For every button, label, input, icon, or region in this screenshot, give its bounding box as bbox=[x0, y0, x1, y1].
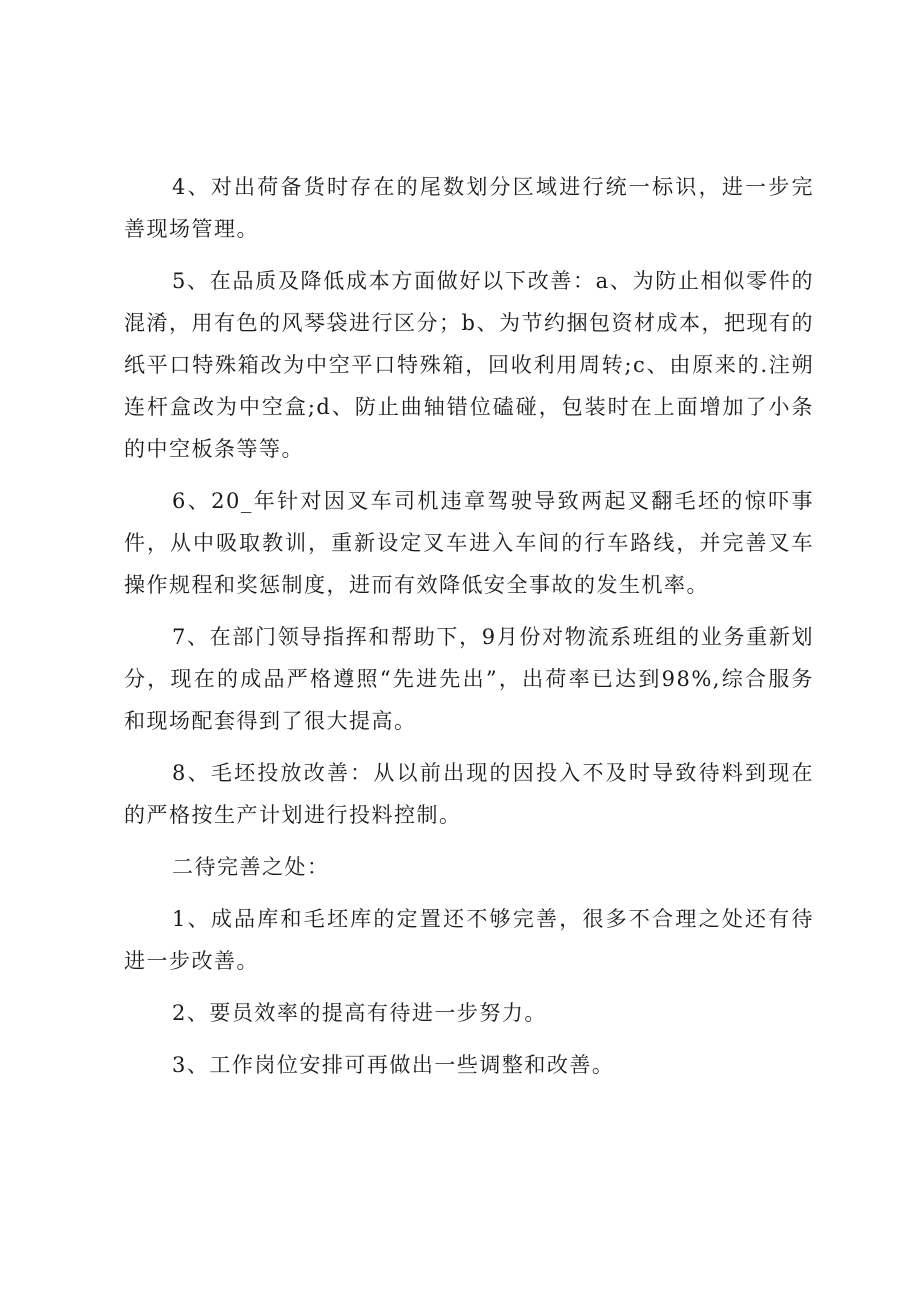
section-heading-to-improve: 二待完善之处： bbox=[172, 855, 330, 879]
paragraph-item-6: 6、20_年针对因叉车司机违章驾驶导致两起叉翻毛坯的惊吓事件，从中吸取教训，重新设定叉车进入车间的行车路线，并完善叉车操作规程和奖惩制度，进而有效降低安全事故的发生机率。 bbox=[124, 489, 814, 597]
paragraph-item-7: 7、在部门领导指挥和帮助下，9月份对物流系班组的业务重新划分，现在的成品严格遵照“先进先出”，出荷率已达到98%,综合服务和现场配套得到了很大提高。 bbox=[124, 625, 814, 733]
improvement-item-2: 2、要员效率的提高有待进一步努力。 bbox=[172, 1001, 547, 1025]
improvement-item-3: 3、工作岗位安排可再做出一些调整和改善。 bbox=[172, 1053, 615, 1077]
improvement-item-1: 1、成品库和毛坯库的定置还不够完善，很多不合理之处还有待进一步改善。 bbox=[124, 907, 814, 973]
paragraph-item-4: 4、对出荷备货时存在的尾数划分区域进行统一标识，进一步完善现场管理。 bbox=[124, 175, 814, 241]
paragraph-item-5: 5、在品质及降低成本方面做好以下改善：a、为防止相似零件的混淆，用有色的风琴袋进行区分；b、为节约捆包资材成本，把现有的纸平口特殊箱改为中空平口特殊箱，回收利用周转;c、由原来的.注朔连杆盒改为中空盒;d、防止曲轴错位磕碰，包装时在上面增加了小条的中空板条等等。 bbox=[124, 269, 814, 461]
document-body bbox=[124, 166, 814, 1096]
paragraph-item-8: 8、毛坯投放改善：从以前出现的因投入不及时导致待料到现在的严格按生产计划进行投料控制。 bbox=[124, 761, 814, 827]
